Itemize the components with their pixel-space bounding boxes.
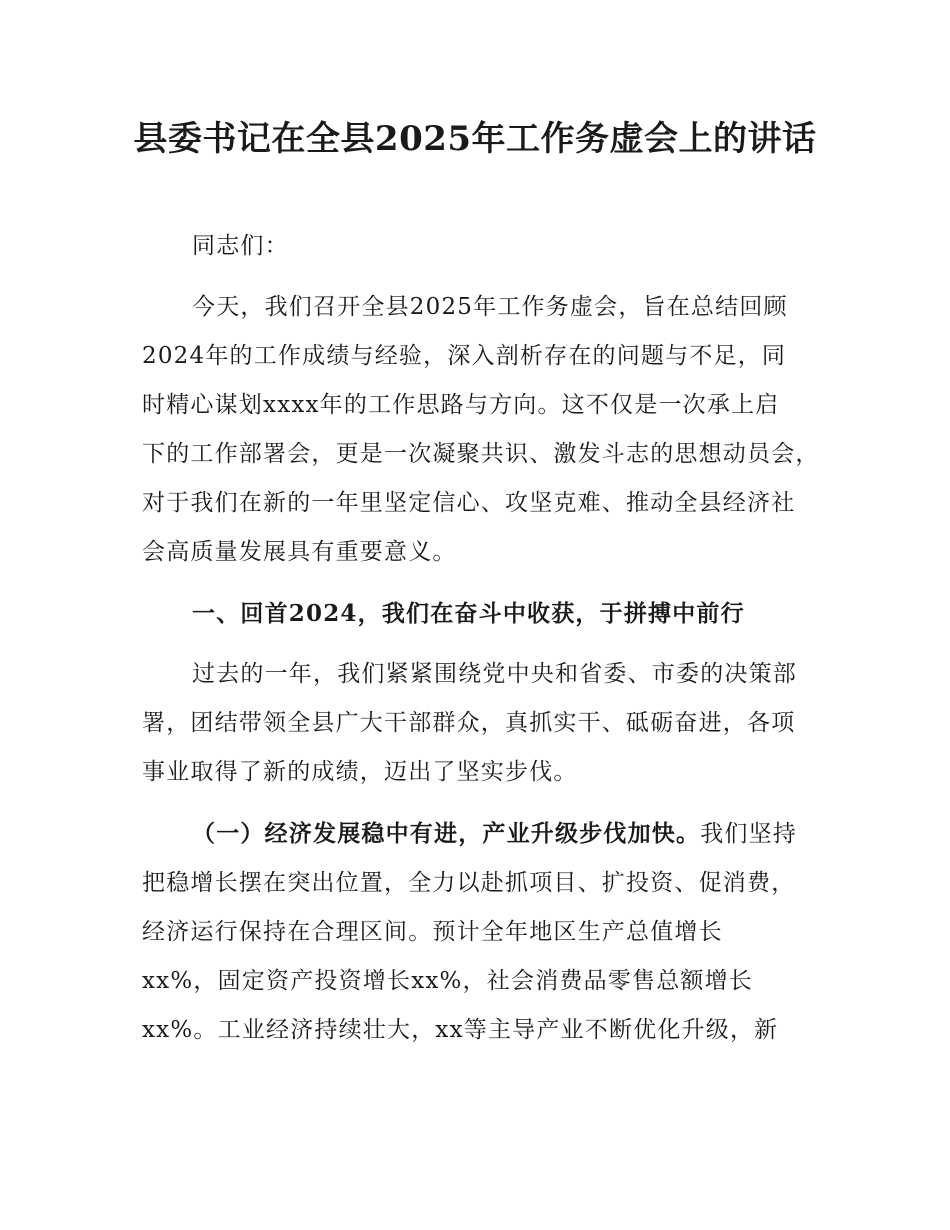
- text-line: 对于我们在新的一年里坚定信心、攻坚克难、推动全县经济社: [142, 490, 796, 516]
- document-title: 县委书记在全县2025年工作务虚会上的讲话: [133, 119, 817, 159]
- intro-paragraph: [142, 283, 826, 577]
- greeting: 同志们：: [192, 233, 289, 259]
- text-line: 经济运行保持在合理区间。预计全年地区生产总值增长: [142, 919, 723, 945]
- text-line: 今天，我们召开全县2025年工作务虚会，旨在总结回顾: [192, 294, 788, 320]
- text-line: 署，团结带领全县广大干部群众，真抓实干、砥砺奋进，各项: [142, 710, 796, 736]
- text-line: xx%。工业经济持续壮大，xx等主导产业不断优化升级，新: [142, 1017, 779, 1043]
- subsection1-paragraph: [142, 809, 826, 1055]
- subsection-first-rest: 我们坚持: [700, 821, 798, 847]
- text-line: 下的工作部署会，更是一次凝聚共识、激发斗志的思想动员会，: [142, 441, 820, 467]
- greeting-paragraph: [142, 222, 826, 271]
- text-line: 把稳增长摆在突出位置，全力以赴抓项目、扩投资、促消费，: [142, 870, 796, 896]
- text-line: 2024年的工作成绩与经验，深入剖析存在的问题与不足，同: [142, 343, 787, 369]
- text-line: 会高质量发展具有重要意义。: [142, 539, 457, 565]
- text-line: xx%，固定资产投资增长xx%，社会消费品零售总额增长: [142, 968, 753, 994]
- text-line: 事业取得了新的成绩，迈出了坚实步伐。: [142, 759, 578, 785]
- section-heading-paragraph: [142, 589, 826, 638]
- text-line: 时精心谋划xxxx年的工作思路与方向。这不仅是一次承上启: [142, 392, 780, 418]
- section-heading: 一、回首2024，我们在奋斗中收获，于拼搏中前行: [192, 600, 745, 627]
- text-line: 过去的一年，我们紧紧围绕党中央和省委、市委的决策部: [192, 661, 797, 687]
- subsection-lead: （一）经济发展稳中有进，产业升级步伐加快。: [192, 820, 701, 847]
- section1-paragraph: [142, 650, 826, 797]
- subsection-first-line: [142, 809, 826, 859]
- document-body: [142, 222, 826, 1067]
